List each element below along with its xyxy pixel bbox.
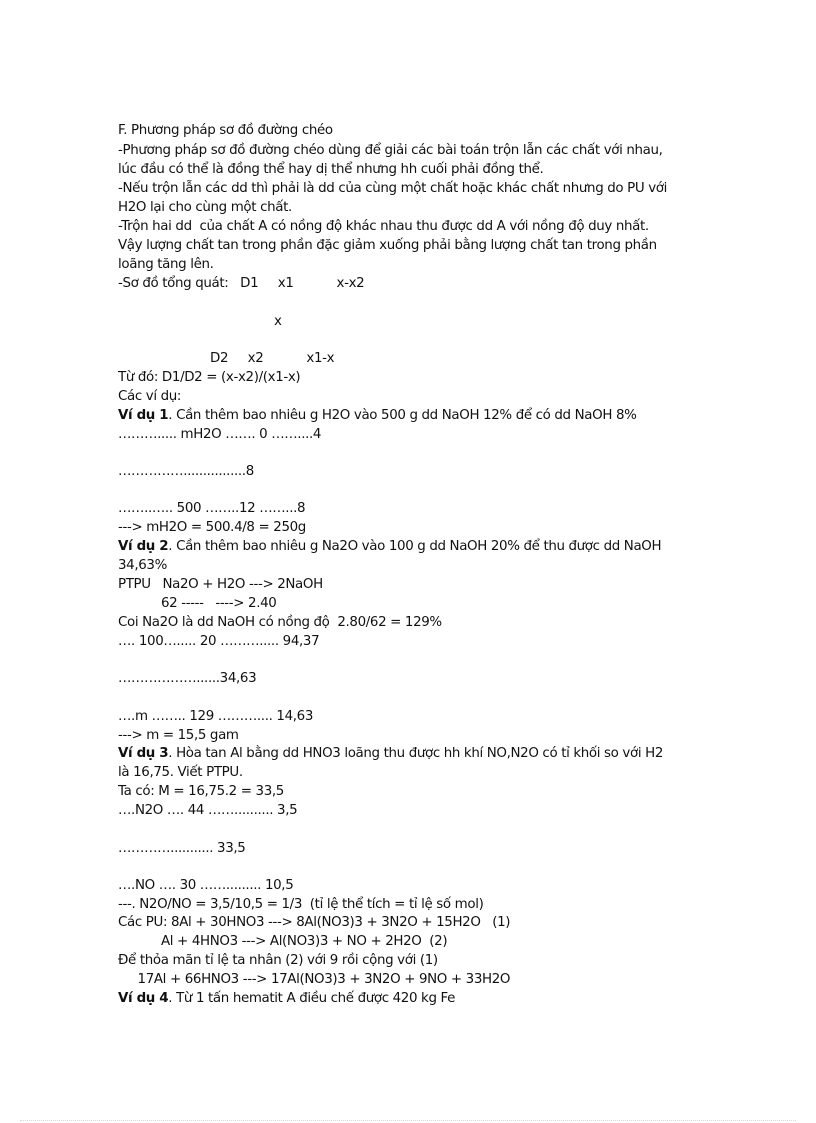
intro-line: Vậy lượng chất tan trong phần đặc giảm xuống phải bằng lượng chất tan trong phần [118, 238, 657, 253]
example-line: Các PU: 8Al + 30HNO3 ---> 8Al(NO3)3 + 3N2O + 15H2O (1) [118, 915, 511, 930]
diagram-bottom-line: D2 x2 x1-x [210, 351, 335, 366]
example-line: ---> m = 15,5 gam [118, 728, 239, 743]
example-line: ………………......34,63 [118, 671, 257, 686]
example-1-statement [118, 407, 636, 425]
page-bottom-divider [20, 1120, 796, 1121]
example-line: ….m …….. 129 ……….... 14,63 [118, 709, 314, 724]
example-2-label: Ví dụ 2 [118, 539, 169, 554]
intro-line: -Nếu trộn lẫn các dd thì phải là dd của cùng một chất hoặc khác chất nhưng do PU với [118, 181, 668, 196]
example-3-text: . Hòa tan Al bằng dd HNO3 loãng thu được hh khí NO,N2O có tỉ khối so với H2 [168, 746, 663, 761]
intro-line: -Trộn hai dd của chất A có nồng độ khác nhau thu được dd A với nồng độ duy nhất. [118, 219, 649, 234]
diagram-center: x [274, 314, 282, 329]
example-line: ---. N2O/NO = 3,5/10,5 = 1/3 (tỉ lệ thể tích = tỉ lệ số mol) [118, 897, 484, 912]
example-line: PTPU Na2O + H2O ---> 2NaOH [118, 577, 323, 592]
example-line: 62 ----- ----> 2.40 [118, 596, 277, 611]
example-3-statement [118, 745, 663, 763]
example-line: …………........... 33,5 [118, 841, 246, 856]
intro-line: -Phương pháp sơ đồ đường chéo dùng để giải các bài toán trộn lẫn các chất với nhau, [118, 143, 663, 158]
example-line: ……………................8 [118, 464, 254, 479]
intro-line: H2O lại cho cùng một chất. [118, 200, 292, 215]
example-line: …. 100…..... 20 ………..... 94,37 [118, 634, 320, 649]
example-line: Để thỏa mãn tỉ lệ ta nhân (2) với 9 rồi cộng với (1) [118, 953, 438, 968]
example-1-text: . Cần thêm bao nhiêu g H2O vào 500 g dd NaOH 12% để có dd NaOH 8% [168, 408, 637, 423]
example-line: ….NO …. 30 ……......... 10,5 [118, 878, 294, 893]
derivation-line: Các ví dụ: [118, 389, 182, 404]
example-line: Al + 4HNO3 ---> Al(NO3)3 + NO + 2H2O (2) [118, 934, 448, 949]
example-4-statement [118, 990, 455, 1008]
example-line: ….N2O …. 44 …….......... 3,5 [118, 803, 298, 818]
example-line: 17Al + 66HNO3 ---> 17Al(NO3)3 + 3N2O + 9NO + 33H2O [118, 972, 511, 987]
example-line: ……..….. 500 ……..12 ……...8 [118, 501, 306, 516]
example-line: ---> mH2O = 500.4/8 = 250g [118, 520, 306, 535]
intro-line: loãng tăng lên. [118, 257, 214, 272]
example-line: là 16,75. Viết PTPU. [118, 765, 243, 780]
example-2-text: . Cần thêm bao nhiêu g Na2O vào 100 g dd NaOH 20% để thu được dd NaOH [168, 539, 662, 554]
example-4-label: Ví dụ 4 [118, 991, 169, 1006]
example-3-label: Ví dụ 3 [118, 746, 169, 761]
derivation-line: Từ đó: D1/D2 = (x-x2)/(x1-x) [118, 370, 301, 385]
intro-line: lúc đầu có thể là đồng thể hay dị thể nhưng hh cuối phải đồng thể. [118, 162, 544, 177]
example-2-statement [118, 538, 661, 556]
example-line: Coi Na2O là dd NaOH có nồng độ 2.80/62 = 129% [118, 615, 442, 630]
diagram-top-line: -Sơ đồ tổng quát: D1 x1 x-x2 [118, 276, 365, 291]
example-line: 34,63% [118, 558, 167, 573]
example-4-text: . Từ 1 tấn hematit A điều chế được 420 kg Fe [168, 991, 456, 1006]
example-line: ………..... mH2O ……. 0 ……....4 [118, 427, 322, 442]
example-line: Ta có: M = 16,75.2 = 33,5 [118, 784, 284, 799]
example-1-label: Ví dụ 1 [118, 408, 169, 423]
section-heading: F. Phương pháp sơ đồ đường chéo [118, 123, 333, 138]
